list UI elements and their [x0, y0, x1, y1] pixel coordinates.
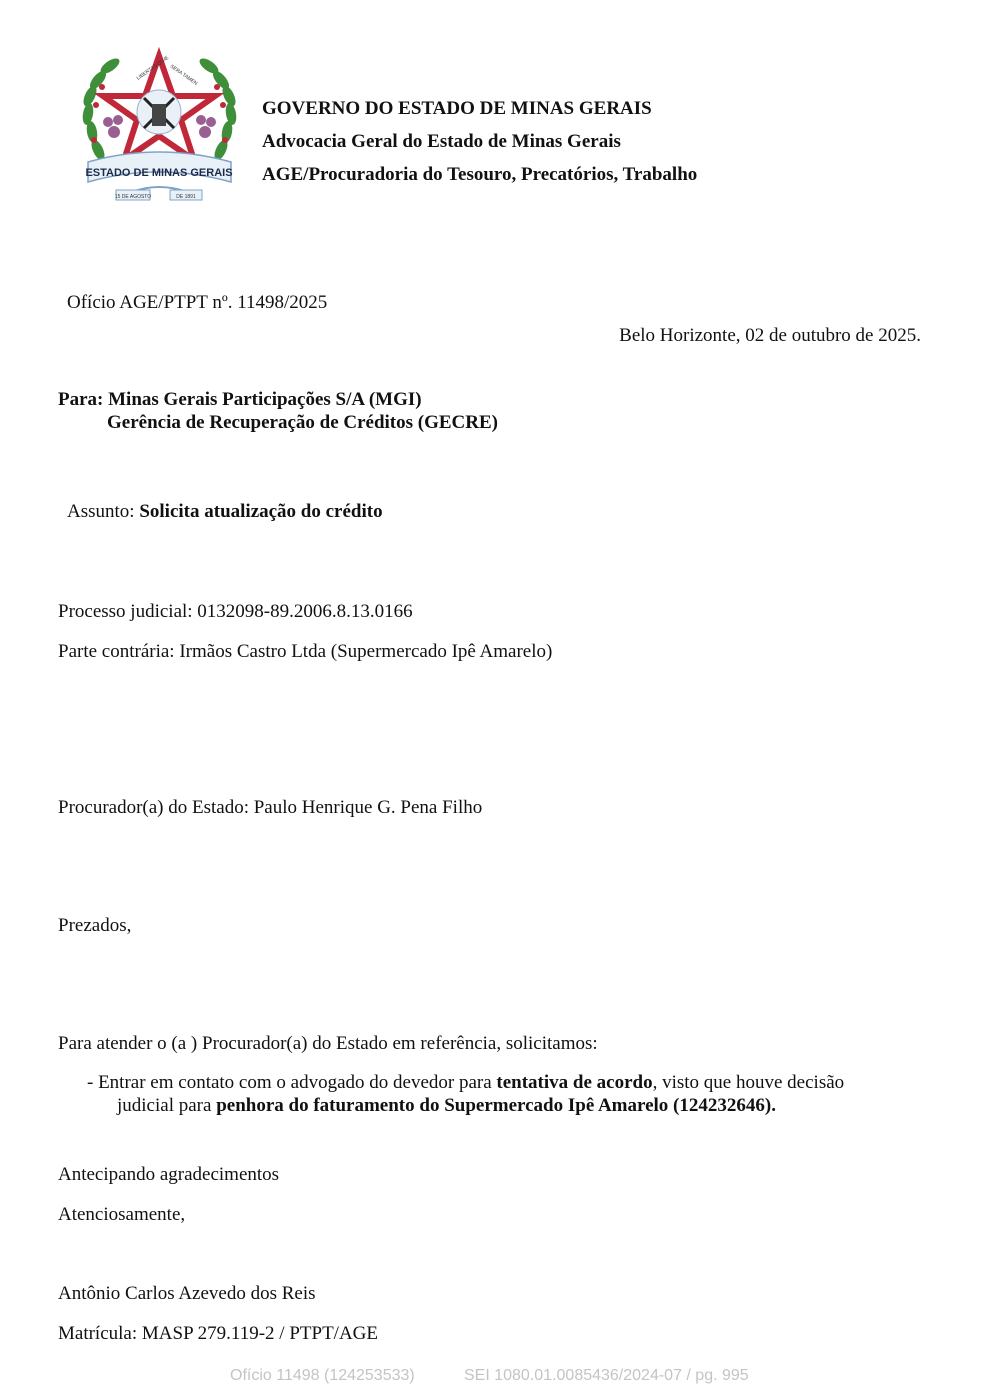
header-agency: Advocacia Geral do Estado de Minas Gerais [262, 131, 621, 152]
date-right: DE 1891 [176, 194, 196, 200]
ribbon-text: ESTADO DE MINAS GERAIS [85, 167, 233, 179]
motto-right: SERA TAMEN [168, 63, 199, 87]
opposing-party: Parte contrária: Irmãos Castro Ltda (Supermercado Ipê Amarelo) [58, 641, 553, 662]
footer-sei-reference: SEI 1080.01.0085436/2024-07 / pg. 995 [464, 1367, 749, 1384]
request-intro: Para atender o (a ) Procurador(a) do Estado em referência, solicitamos: [58, 1033, 598, 1054]
recipient-line1: Minas Gerais Participações S/A (MGI) [108, 389, 422, 410]
thanks-line: Antecipando agradecimentos [58, 1164, 280, 1185]
signer-name: Antônio Carlos Azevedo dos Reis [58, 1283, 316, 1304]
request-bold-2: penhora do faturamento do Supermercado Ipê Amarelo (124232646). [216, 1095, 776, 1116]
request-text-3: judicial para [117, 1095, 217, 1116]
date-left: 15 DE AGOSTO [114, 194, 152, 200]
closing-line: Atenciosamente, [58, 1204, 186, 1225]
request-bold-1: tentativa de acordo [496, 1072, 653, 1093]
request-text-2: , visto que houve decisão [652, 1072, 845, 1093]
state-attorney: Procurador(a) do Estado: Paulo Henrique G. Pena Filho [58, 797, 483, 818]
signer-matricula: Matrícula: MASP 279.119-2 / PTPT/AGE [58, 1323, 379, 1344]
subject-value: Solicita atualização do crédito [139, 501, 383, 522]
recipient-line2: Gerência de Recuperação de Créditos (GECRE) [107, 412, 499, 433]
date-line: Belo Horizonte, 02 de outubro de 2025. [619, 325, 921, 346]
request-item-line2 [117, 1094, 776, 1118]
recipient-block [58, 388, 422, 412]
process-number: Processo judicial: 0132098-89.2006.8.13.0166 [58, 601, 413, 622]
oficio-number: Ofício AGE/PTPT nº. 11498/2025 [67, 292, 328, 313]
subject-label: Assunto: [67, 501, 135, 522]
header-department: AGE/Procuradoria do Tesouro, Precatórios, Trabalho [262, 164, 698, 185]
coat-of-arms-logo [72, 42, 247, 210]
request-text-1: - Entrar em contato com o advogado do devedor para [87, 1072, 497, 1093]
subject-line [67, 500, 383, 524]
request-item-line1 [87, 1071, 844, 1095]
recipient-label: Para: [58, 389, 104, 410]
motto-left: LIBERTAS QUÆ [135, 55, 170, 82]
footer-document-id: Ofício 11498 (124253533) [230, 1367, 415, 1384]
header-government: GOVERNO DO ESTADO DE MINAS GERAIS [262, 98, 652, 119]
greeting: Prezados, [58, 915, 132, 936]
